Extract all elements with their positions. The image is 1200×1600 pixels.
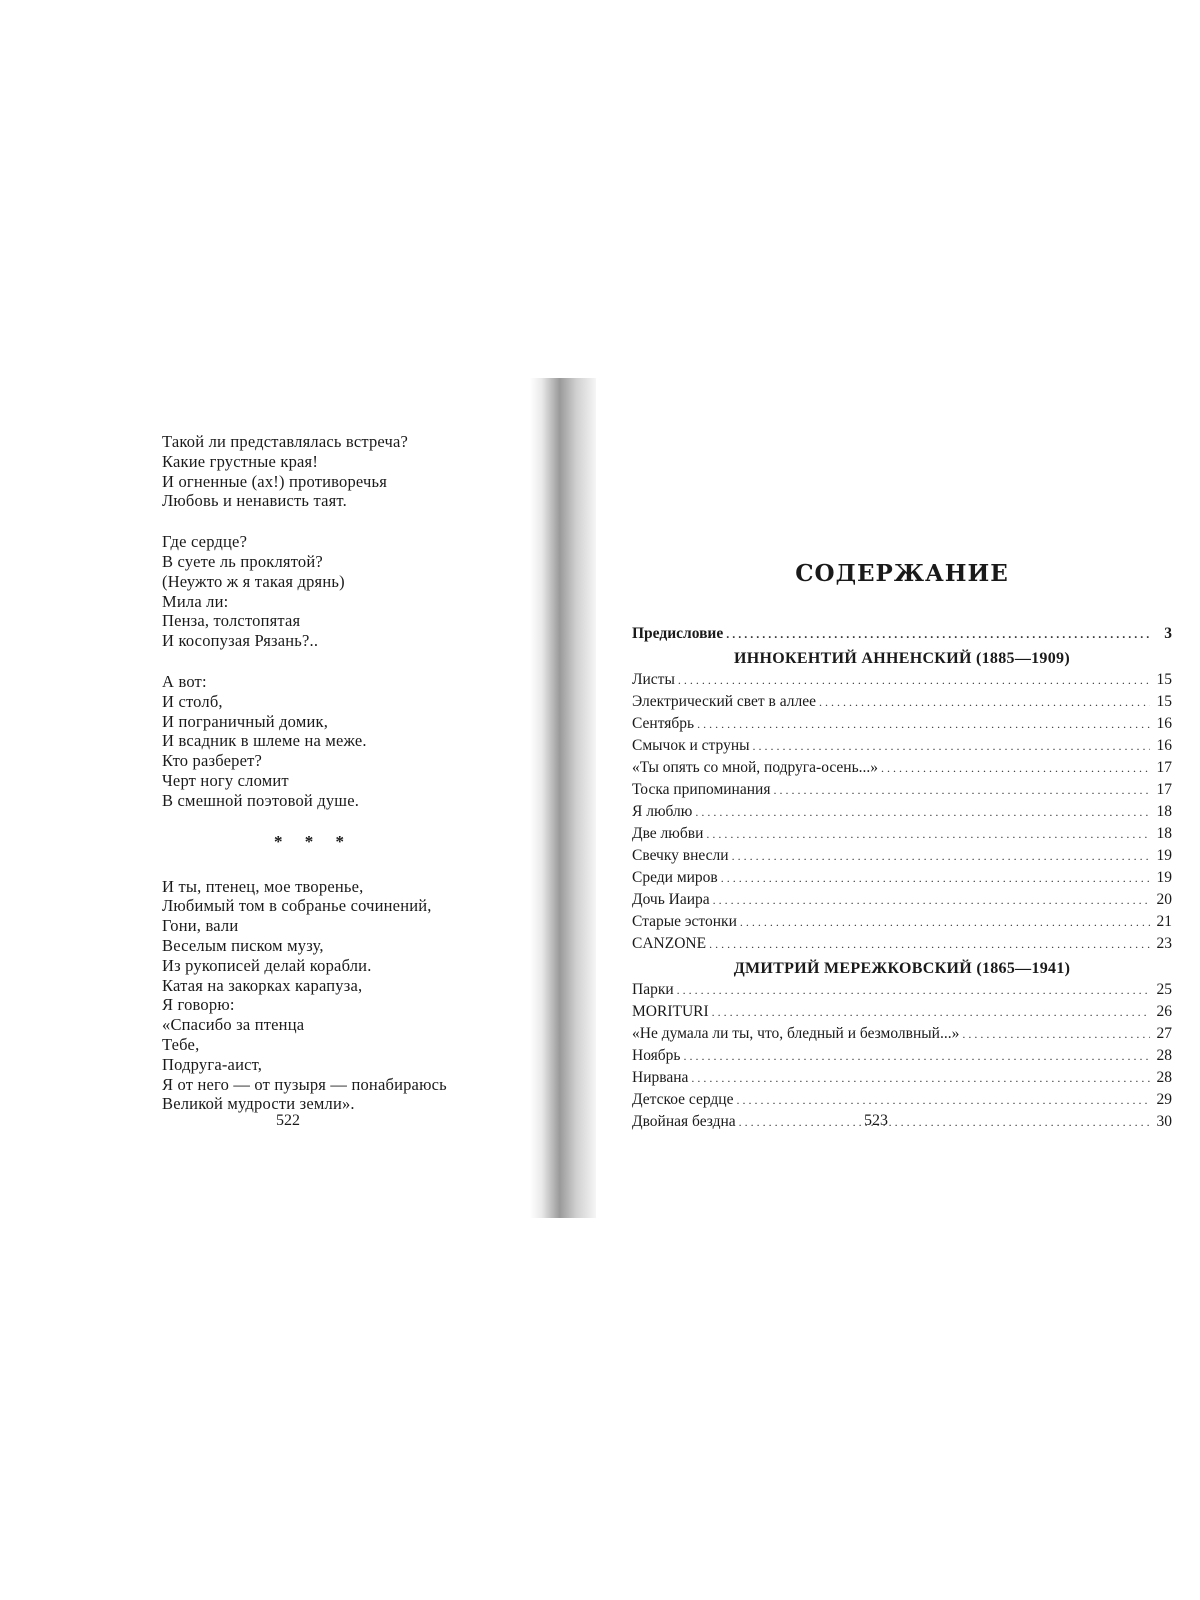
toc-entry-title: Нирвана [632, 1069, 689, 1086]
toc-body [632, 625, 1172, 1135]
poem-line: Какие грустные края! [162, 451, 319, 471]
toc-author-heading: ИННОКЕНТИЙ АННЕНСКИЙ (1885—1909) [734, 650, 1070, 667]
poem-line: В смешной поэтовой душе. [162, 790, 360, 810]
dot-leader [683, 1049, 1150, 1064]
toc-entry-page: 18 [1156, 803, 1172, 820]
toc-entry-title: MORITURI [632, 1003, 709, 1020]
poem-line: Такой ли представлялась встреча? [162, 432, 409, 451]
toc-entry[interactable] [632, 935, 1172, 957]
poem-line: И всадник в шлеме на меже. [162, 731, 367, 751]
toc-entry-title: Старые эстонки [632, 913, 737, 930]
poem-line: Где сердце? [162, 532, 248, 552]
toc-author-heading: ДМИТРИЙ МЕРЕЖКОВСКИЙ (1865—1941) [733, 960, 1071, 977]
toc-entry-page: 15 [1156, 671, 1172, 688]
poem-line: Мила ли: [162, 591, 229, 611]
dot-leader [712, 1005, 1150, 1020]
stanza [162, 432, 522, 511]
toc-entry-title: Я люблю [632, 803, 693, 820]
toc-entry[interactable] [632, 847, 1172, 869]
toc-entry-page: 27 [1156, 1025, 1172, 1042]
poem-line: Любовь и ненависть таят. [162, 491, 347, 511]
toc-entry-page: 21 [1156, 913, 1172, 930]
dot-leader [677, 983, 1150, 998]
toc-title: СОДЕРЖАНИЕ [795, 560, 1009, 587]
toc-entry[interactable] [632, 803, 1172, 825]
toc-entry[interactable] [632, 869, 1172, 891]
dot-leader [819, 695, 1150, 710]
poem-line: И косопузая Рязань?.. [162, 631, 319, 651]
poem-line: Любимый том в собранье сочинений, [162, 896, 432, 916]
toc-entry-page: 20 [1156, 891, 1172, 908]
toc-entry-page: 28 [1156, 1069, 1172, 1086]
dot-leader [695, 805, 1150, 820]
toc-entry-title: Дочь Иаира [632, 891, 710, 908]
stanza [162, 672, 522, 811]
toc-entry-page: 16 [1156, 715, 1172, 732]
toc-entry-title: Листы [632, 671, 675, 688]
poem-line: Из рукописей делай корабли. [162, 955, 372, 975]
toc-entry-page: 18 [1156, 825, 1172, 842]
toc-entry-title: Двойная бездна [632, 1113, 736, 1130]
poem-line: Подруга-аист, [162, 1054, 263, 1074]
toc-entry-page: 25 [1156, 981, 1172, 998]
poem-line: Катая на закорках карапуза, [162, 975, 363, 995]
toc-entry-title: «Ты опять со мной, подруга-осень...» [632, 759, 879, 776]
poem-line: Веселым писком музу, [162, 935, 324, 955]
toc-entry-page: 28 [1156, 1047, 1172, 1064]
stanza [162, 532, 522, 651]
poem-line: Черт ногу сломит [162, 770, 289, 790]
poem-stanza [162, 877, 522, 1115]
toc-entry[interactable] [632, 981, 1172, 1003]
toc-entry[interactable] [632, 1047, 1172, 1069]
poem-line: И ты, птенец, мое творенье, [162, 876, 364, 896]
toc-entry-title: Парки [632, 981, 674, 998]
toc-entry-page: 23 [1156, 935, 1172, 952]
toc-entry[interactable] [632, 715, 1172, 737]
book-gutter [530, 378, 596, 1218]
poem-line: И столб, [162, 691, 223, 711]
toc-entry-title: CANZONE [632, 935, 707, 952]
toc-entry[interactable] [632, 1091, 1172, 1113]
toc-entry-title: Ноябрь [632, 1047, 681, 1064]
toc-entry[interactable] [632, 737, 1172, 759]
toc-entry[interactable] [632, 781, 1172, 803]
dot-leader [726, 627, 1150, 642]
toc-entry[interactable] [632, 1113, 1172, 1135]
dot-leader [881, 761, 1150, 776]
dot-leader [706, 827, 1150, 842]
poem-line: Кто разберет? [162, 751, 263, 771]
poem-line: Гони, вали [162, 916, 239, 936]
toc-entry-title: Две любви [632, 825, 704, 842]
right-page [632, 560, 1172, 1135]
poem-line: И пограничный домик, [162, 711, 329, 731]
toc-entry-page: 17 [1156, 759, 1172, 776]
toc-entry[interactable] [632, 625, 1172, 647]
dot-leader [773, 783, 1150, 798]
dot-leader [678, 673, 1150, 688]
dot-leader [691, 1071, 1150, 1086]
toc-entry-title: Смычок и струны [632, 737, 750, 754]
toc-entry-page: 19 [1156, 869, 1172, 886]
left-page [162, 432, 522, 1135]
poem-line: И огненные (ах!) противоречья [162, 471, 388, 491]
dot-leader [739, 1115, 1150, 1130]
poem-line: Тебе, [162, 1034, 200, 1054]
toc-entry-title: Сентябрь [632, 715, 695, 732]
dot-leader [697, 717, 1150, 732]
toc-entry[interactable] [632, 1003, 1172, 1025]
toc-entry-title: Свечку внесли [632, 847, 729, 864]
page-number-right: 523 [864, 1112, 888, 1129]
toc-entry[interactable] [632, 671, 1172, 693]
dot-leader [962, 1027, 1150, 1042]
poem-line: В суете ль проклятой? [162, 551, 323, 571]
poem-line: Я говорю: [162, 995, 235, 1015]
toc-entry[interactable] [632, 759, 1172, 781]
toc-entry-page: 15 [1156, 693, 1172, 710]
dot-leader [713, 893, 1150, 908]
toc-entry-page: 29 [1156, 1091, 1172, 1108]
poem-line: (Неужто ж я такая дрянь) [162, 571, 345, 591]
poem-line: Великой мудрости земли». [162, 1094, 355, 1114]
toc-entry-title: Предисловие [632, 625, 724, 642]
toc-entry-page: 30 [1156, 1113, 1172, 1130]
poem-line: А вот: [162, 671, 207, 691]
poem-line: Пенза, толстопятая [162, 611, 301, 631]
dot-leader [753, 739, 1150, 754]
dot-leader [736, 1093, 1150, 1108]
toc-entry[interactable] [632, 913, 1172, 935]
dot-leader [732, 849, 1150, 864]
toc-entry-title: Среди миров [632, 869, 718, 886]
toc-entry[interactable] [632, 1069, 1172, 1091]
dot-leader [721, 871, 1150, 886]
section-separator: * * * [274, 831, 353, 851]
toc-entry[interactable] [632, 825, 1172, 847]
toc-entry-page: 16 [1156, 737, 1172, 754]
toc-entry-page: 26 [1156, 1003, 1172, 1020]
toc-entry[interactable] [632, 891, 1172, 913]
dot-leader [709, 937, 1150, 952]
toc-entry-title: «Не думала ли ты, что, бледный и безмолвный...» [632, 1025, 960, 1042]
toc-entry[interactable] [632, 1025, 1172, 1047]
toc-entry-title: Тоска припоминания [632, 781, 771, 798]
toc-entry-title: Электрический свет в аллее [632, 693, 816, 710]
poem-line: «Спасибо за птенца [162, 1015, 305, 1035]
poem-line: Я от него — от пузыря — понабираюсь [162, 1074, 447, 1094]
toc-entry[interactable] [632, 693, 1172, 715]
toc-entry-page: 17 [1156, 781, 1172, 798]
toc-entry-page: 19 [1156, 847, 1172, 864]
toc-entry-title: Детское сердце [632, 1091, 734, 1108]
dot-leader [740, 915, 1150, 930]
page-number-left: 522 [276, 1112, 300, 1129]
toc-entry-page: 3 [1164, 625, 1172, 642]
